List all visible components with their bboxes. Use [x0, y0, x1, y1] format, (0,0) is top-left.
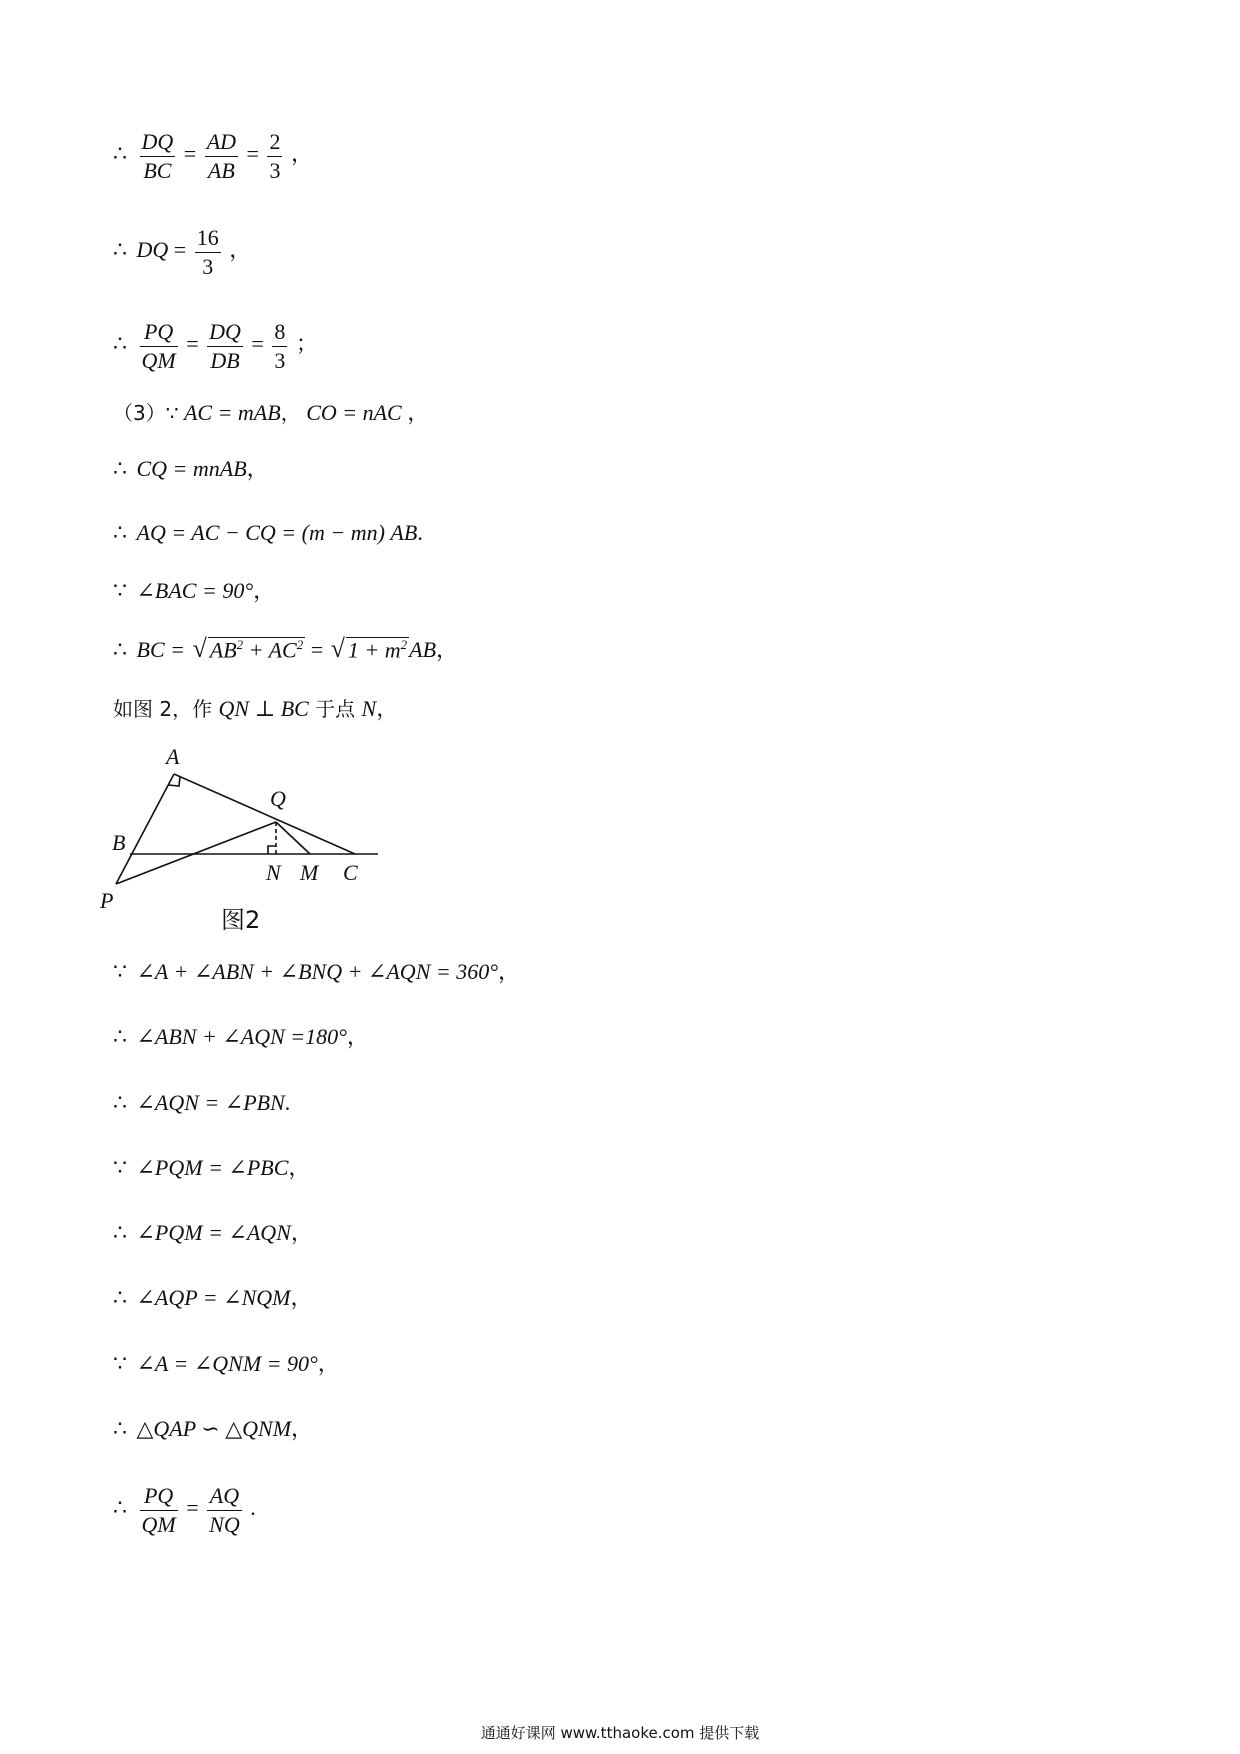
because-symbol: ∵ — [113, 1351, 127, 1376]
equation-line: ∴ ∠PQM = ∠AQN， — [113, 1220, 313, 1245]
therefore-symbol: ∴ — [113, 637, 127, 662]
fraction: $\frac{16}{3}$ — [196, 225, 219, 279]
label-p: P — [100, 888, 114, 913]
equation-line: （3）∵ AC = mAB， CO = nAC ， — [113, 400, 430, 425]
fraction: $\frac{8}{3}$ — [274, 319, 286, 373]
equation-line: ∵ ∠A = ∠QNM = 90°， — [113, 1351, 340, 1376]
radical-sign: √ — [330, 634, 345, 663]
equation-line: ∵ ∠BAC = 90°， — [113, 578, 276, 603]
label-n: N — [266, 860, 281, 885]
label-a: A — [166, 744, 180, 769]
label-q: Q — [270, 786, 286, 811]
therefore-symbol: ∴ — [113, 1024, 127, 1049]
radical-sign: √ — [192, 634, 207, 663]
fraction: $\frac{PQ}{QM}$ — [141, 1483, 176, 1537]
therefore-symbol: ∴ — [113, 237, 127, 263]
fraction: $\frac{AD}{AB}$ — [206, 129, 237, 183]
equation-line: ∴ $\frac{PQ}{QM}$ = $\frac{DQ}{DB}$ = $\frac{8}{3}$ ； — [113, 319, 318, 373]
fraction: $\frac{DQ}{DB}$ — [209, 319, 241, 373]
equation-line: ∴ $\frac{DQ}{BC}$ = $\frac{AD}{AB}$ = $\frac{2}{3}$ ， — [113, 129, 313, 183]
figure-caption: 图2 — [221, 906, 261, 934]
fraction: $\frac{DQ}{BC}$ — [141, 129, 174, 183]
fraction: $\frac{2}{3}$ — [269, 129, 281, 183]
equation-line: ∴ BC = √ $AB^2 + AC^2$ = √ $1 + m^2AB$， — [113, 634, 459, 663]
line-pq — [116, 822, 276, 884]
because-symbol: ∵ — [113, 959, 127, 984]
fraction: $\frac{AQ}{NQ}$ — [209, 1483, 240, 1537]
radicand: $1 + m^2$ — [347, 636, 408, 662]
label-m: M — [300, 860, 319, 885]
therefore-symbol: ∴ — [113, 520, 127, 545]
because-symbol: ∵ — [113, 1155, 127, 1180]
radicand: $AB^2 + AC^2$ — [209, 636, 304, 662]
therefore-symbol: ∴ — [113, 1495, 127, 1521]
equation-line: ∴ $\frac{PQ}{QM}$ = $\frac{AQ}{NQ}$ . — [113, 1483, 256, 1537]
text-line: 如图 2，作 QN ⊥ BC 于点 N， — [113, 696, 399, 721]
therefore-symbol: ∴ — [113, 331, 127, 357]
line-ac — [174, 774, 355, 854]
equation-line: ∴ CQ = mnAB， — [113, 456, 269, 481]
therefore-symbol: ∴ — [113, 1416, 127, 1441]
right-angle-n — [268, 846, 276, 854]
equation-line: ∴ DQ = $\frac{16}{3}$ ， — [113, 225, 252, 279]
equation-line: ∴ ∠AQN = ∠PBN. — [113, 1090, 291, 1115]
line-ap — [116, 774, 174, 884]
label-c: C — [343, 860, 358, 885]
because-symbol: ∵ — [113, 578, 127, 603]
footer-watermark: 通通好课网 www.tthaoke.com 提供下载 — [480, 1724, 760, 1742]
therefore-symbol: ∴ — [113, 456, 127, 481]
therefore-symbol: ∴ — [113, 141, 127, 167]
equation-line: ∴ △QAP ∽ △QNM， — [113, 1416, 314, 1441]
label-b: B — [112, 830, 126, 855]
therefore-symbol: ∴ — [113, 1090, 127, 1115]
equation-line: ∵ ∠PQM = ∠PBC， — [113, 1155, 311, 1180]
equation-line: ∴ ∠AQP = ∠NQM， — [113, 1285, 313, 1310]
therefore-symbol: ∴ — [113, 1220, 127, 1245]
equation-line: ∴ ∠ABN + ∠AQN =180°， — [113, 1024, 369, 1049]
equation-line: ∴ AQ = AC − CQ = (m − mn) AB. — [113, 520, 423, 545]
fraction: $\frac{PQ}{QM}$ — [141, 319, 176, 373]
equation-line: ∵ ∠A + ∠ABN + ∠BNQ + ∠AQN = 360°， — [113, 959, 521, 984]
part-label: （3）∵ — [113, 401, 179, 425]
therefore-symbol: ∴ — [113, 1285, 127, 1310]
